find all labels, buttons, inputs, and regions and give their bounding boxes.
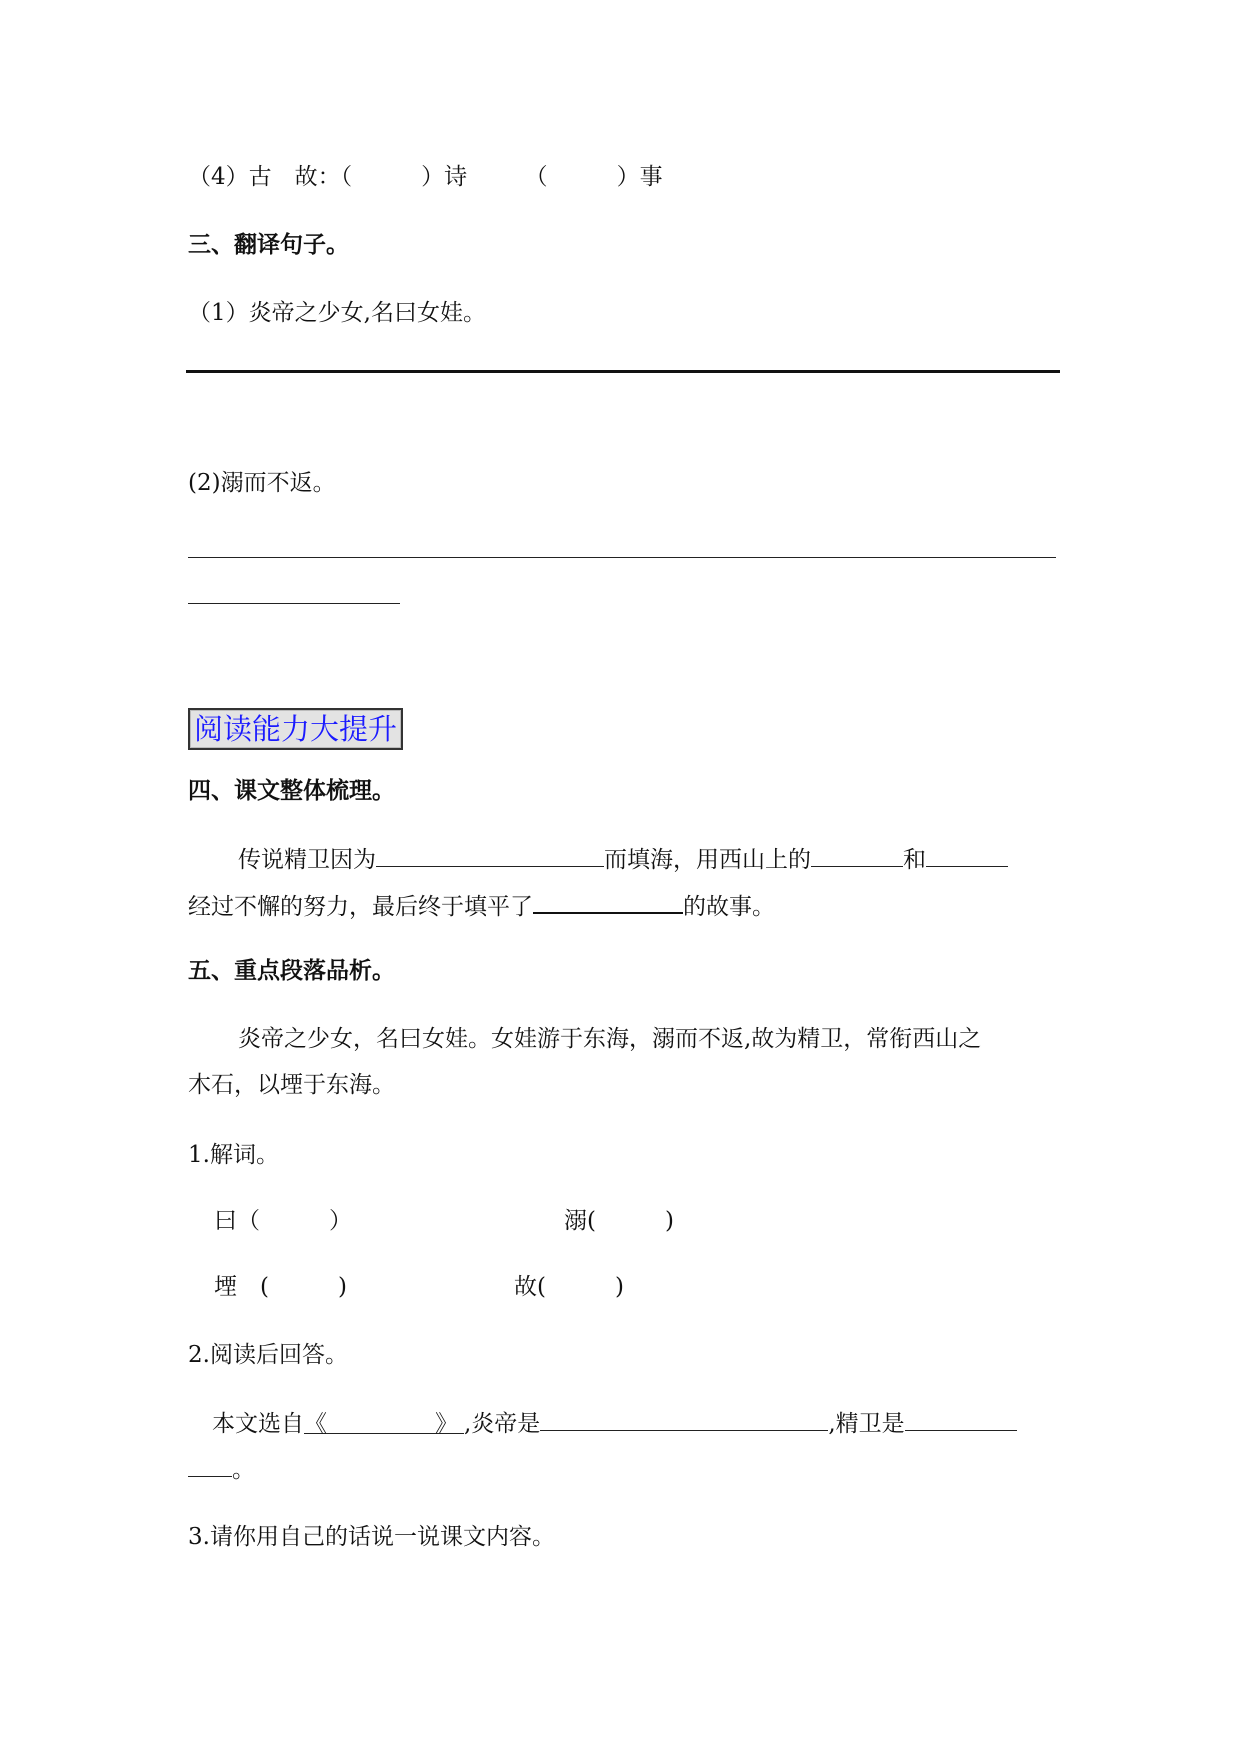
section3-q1: （1）炎帝之少女,名曰女娃。 bbox=[188, 300, 486, 326]
blank-jingwei[interactable] bbox=[905, 1406, 1017, 1431]
section4-line1-c: 和 bbox=[903, 847, 926, 873]
passage-line1: 炎帝之少女，名曰女娃。女娃游于东海，溺而不返,故为精卫，常衔西山之 bbox=[238, 1026, 982, 1052]
section4-line1-a: 传说精卫因为 bbox=[238, 847, 376, 873]
q2-text-b: ,炎帝是 bbox=[464, 1411, 541, 1437]
section5-q2-title: 2.阅读后回答。 bbox=[188, 1342, 348, 1368]
q2-text-c: ,精卫是 bbox=[828, 1411, 905, 1437]
section5-q1-title: 1.解词。 bbox=[188, 1142, 279, 1168]
section4-line1 bbox=[238, 842, 1008, 875]
item-4-gu-gu: （4）古 故：（ ）诗 （ ）事 bbox=[188, 164, 663, 190]
q2-text-a: 本文选自 bbox=[212, 1411, 304, 1437]
q2-book-open: 《 bbox=[304, 1411, 327, 1437]
blank-reason[interactable] bbox=[376, 842, 604, 867]
reading-banner: 阅读能力大提升 bbox=[188, 708, 403, 750]
word-yue[interactable]: 曰（ ） bbox=[214, 1208, 352, 1234]
section3-heading: 三、翻译句子。 bbox=[188, 232, 349, 258]
answer-line-q2-b[interactable] bbox=[188, 603, 400, 604]
passage-line2: 木石，以堙于东海。 bbox=[188, 1072, 395, 1098]
blank-yandi[interactable] bbox=[540, 1406, 828, 1431]
section3-q2: (2)溺而不返。 bbox=[188, 470, 336, 496]
section4-line1-b: 而填海，用西山上的 bbox=[604, 847, 811, 873]
answer-line-q1[interactable] bbox=[186, 370, 1060, 373]
word-gu[interactable]: 故( ) bbox=[514, 1274, 624, 1300]
word-ni[interactable]: 溺( ) bbox=[564, 1208, 674, 1234]
blank-material-1[interactable] bbox=[811, 842, 903, 867]
blank-material-2[interactable] bbox=[926, 842, 1008, 867]
word-yin[interactable]: 堙 ( ) bbox=[214, 1274, 347, 1300]
section5-heading: 五、重点段落品析。 bbox=[188, 958, 395, 984]
section5-q2-line bbox=[212, 1406, 1017, 1439]
section4-line2 bbox=[188, 888, 775, 922]
section4-line2-a: 经过不懈的努力，最后终于填平了 bbox=[188, 894, 533, 920]
q2-book-close: 》 bbox=[435, 1411, 458, 1437]
section4-heading: 四、课文整体梳理。 bbox=[188, 778, 395, 804]
blank-filled-object[interactable] bbox=[533, 888, 683, 914]
blank-jingwei-cont[interactable] bbox=[188, 1452, 232, 1477]
section5-q2-line2 bbox=[188, 1452, 255, 1485]
answer-line-q2-a[interactable] bbox=[188, 557, 1056, 558]
blank-source-book[interactable] bbox=[304, 1409, 464, 1437]
section4-line2-b: 的故事。 bbox=[683, 894, 775, 920]
q2-end: 。 bbox=[232, 1457, 255, 1483]
section5-q3-title: 3.请你用自己的话说一说课文内容。 bbox=[188, 1524, 555, 1550]
